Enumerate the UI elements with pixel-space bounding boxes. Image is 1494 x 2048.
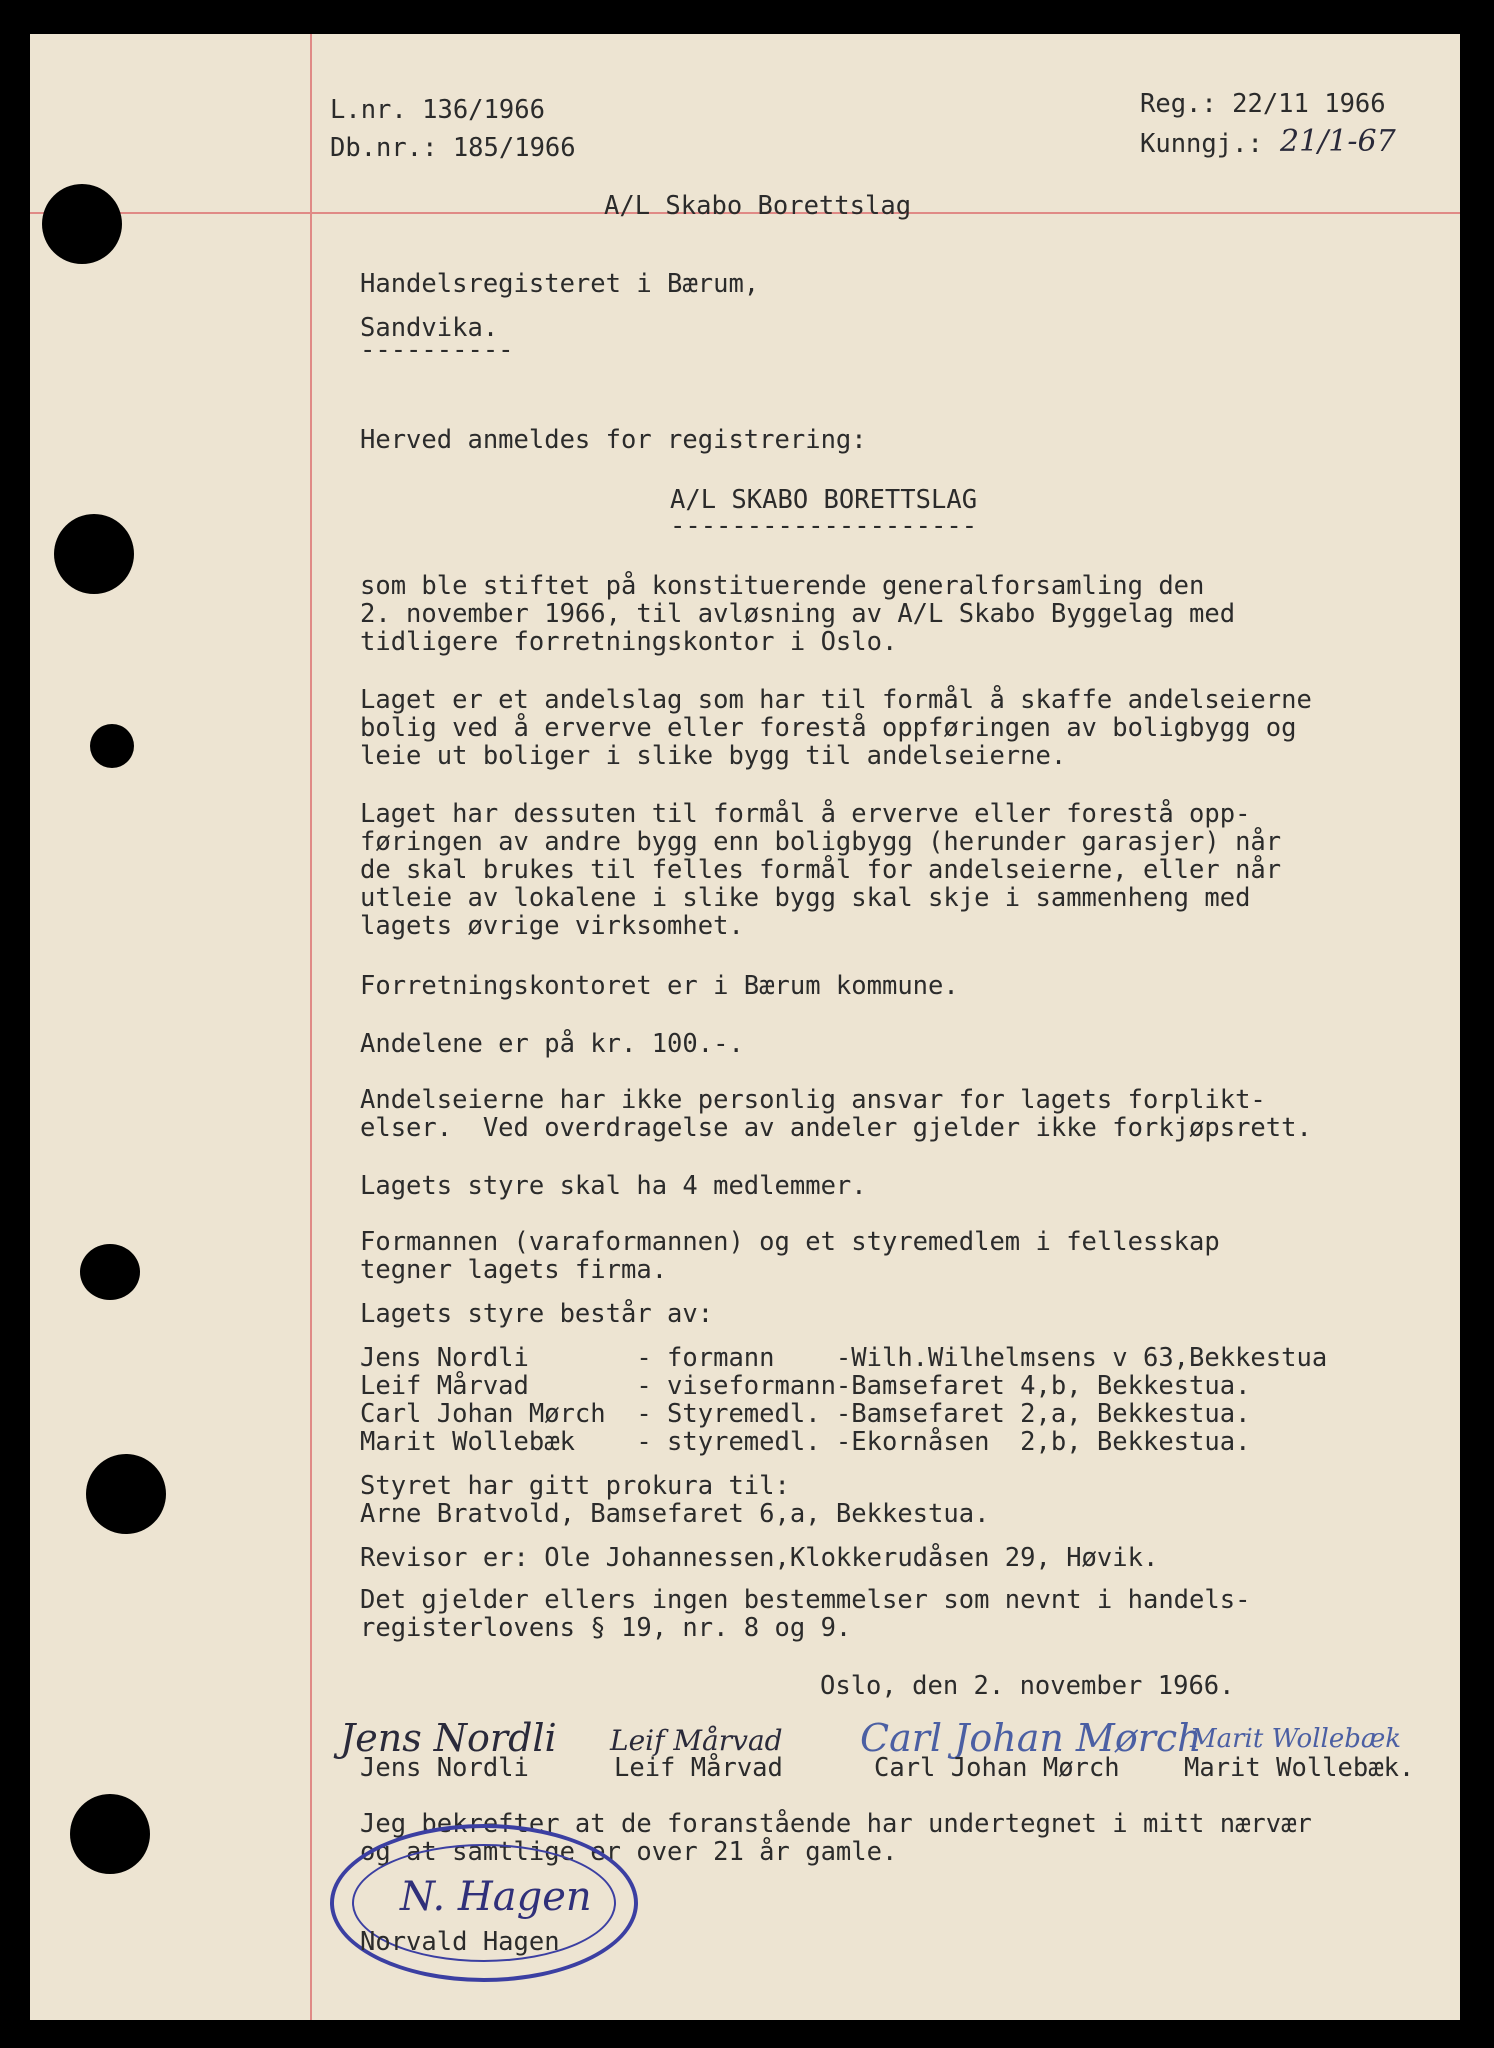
- address-rule: ----------: [360, 335, 514, 365]
- typed-name: Carl Johan Mørch: [874, 1753, 1120, 1783]
- typed-name: Marit Wollebæk.: [1184, 1753, 1415, 1783]
- signature-carl-johan-morch: Carl Johan Mørch: [860, 1716, 1202, 1760]
- date-line: Oslo, den 2. november 1966.: [820, 1671, 1235, 1701]
- paragraph-liability: Andelseierne har ikke personlig ansvar for lagets forplikt- elser. Ved overdragelse av andeler gjelder ikke forkjøpsrett.: [360, 1085, 1312, 1143]
- title-rule: --------------------: [670, 511, 978, 541]
- kunngj-label: Kunngj.:: [1140, 129, 1263, 159]
- board-member: Jens Nordli - formann -Wilh.Wilhelmsens v 63,Bekkestua: [360, 1343, 1328, 1373]
- punch-hole: [90, 724, 134, 768]
- punch-hole: [54, 514, 134, 594]
- document-page: [30, 34, 1460, 2020]
- paragraph-founded: som ble stiftet på konstituerende generalforsamling den 2. november 1966, til avløsning av A/L Skabo Byggelag med tidligere forretningskontor i Oslo.: [360, 571, 1236, 657]
- notary-signature: N. Hagen: [400, 1874, 592, 1920]
- dbnr-line: Db.nr.: 185/1966: [330, 133, 576, 163]
- board-intro: Lagets styre består av:: [360, 1299, 714, 1329]
- intro-line: Herved anmeldes for registrering:: [360, 425, 867, 455]
- typed-name: Leif Mårvad: [614, 1753, 783, 1783]
- company-header: A/L Skabo Borettslag: [604, 191, 912, 221]
- paragraph-signing: Formannen (varaformannen) og et styremedlem i fellesskap tegner lagets firma.: [360, 1227, 1220, 1285]
- paragraph-purpose: Laget er et andelslag som har til formål å skaffe andelseierne bolig ved å erverve eller forestå oppføringen av boligbygg og leie ut boliger i slike bygg til andelseierne.: [360, 685, 1312, 771]
- paragraph-purpose-extended: Laget har dessuten til formål å erverve eller forestå opp- føringen av andre bygg enn boligbygg (herunder garasjer) når de skal brukes til felles formål for andelseierne, eller når utleie av lokalene i slike bygg skal skje i sammenheng med lagets øvrige virksomhet.: [360, 799, 1282, 941]
- paragraph-shares: Andelene er på kr. 100.-.: [360, 1029, 744, 1059]
- board-members-list: [360, 1344, 1327, 1456]
- board-member: Leif Mårvad - viseformann-Bamsefaret 4,b, Bekkestua.: [360, 1371, 1251, 1401]
- board-member: Marit Wollebæk - styremedl. -Ekornåsen 2,b, Bekkestua.: [360, 1427, 1251, 1457]
- punch-hole: [80, 1244, 140, 1300]
- paragraph-auditor: Revisor er: Ole Johannessen,Klokkerudåsen 29, Høvik.: [360, 1543, 1159, 1573]
- punch-hole: [42, 184, 122, 264]
- paragraph-statutes: Det gjelder ellers ingen bestemmelser som nevnt i handels- registerlovens § 19, nr. 8 og 9.: [360, 1585, 1251, 1643]
- punch-hole: [86, 1454, 166, 1534]
- lnr-line: L.nr. 136/1966: [330, 95, 545, 125]
- paragraph-confirmation: Jeg bekrefter at de foranstående har undertegnet i mitt nærvær og at samtlige er over 21 år gamle.: [360, 1809, 1312, 1867]
- document-title: A/L SKABO BORETTSLAG: [670, 485, 978, 515]
- signature-jens-nordli: Jens Nordli: [340, 1716, 557, 1760]
- paragraph-office: Forretningskontoret er i Bærum kommune.: [360, 971, 959, 1001]
- typed-name: Jens Nordli: [360, 1753, 529, 1783]
- kunngj-handwritten-date: 21/1-67: [1280, 124, 1396, 159]
- board-member: Carl Johan Mørch - Styremedl. -Bamsefaret 2,a, Bekkestua.: [360, 1399, 1251, 1429]
- address-line-1: Handelsregisteret i Bærum,: [360, 269, 760, 299]
- paragraph-prokura: Styret har gitt prokura til: Arne Bratvold, Bamsefaret 6,a, Bekkestua.: [360, 1471, 990, 1529]
- notary-name: Norvald Hagen: [360, 1927, 560, 1957]
- red-margin-vertical: [310, 34, 312, 2020]
- reg-line: Reg.: 22/11 1966: [1140, 89, 1386, 119]
- address-line-2: Sandvika.: [360, 313, 499, 343]
- signature-leif-marvad: Leif Mårvad: [610, 1724, 783, 1757]
- punch-hole: [70, 1794, 150, 1874]
- paragraph-board-size: Lagets styre skal ha 4 medlemmer.: [360, 1171, 867, 1201]
- signature-marit-wollebaek: Marit Wollebæk: [1190, 1724, 1402, 1754]
